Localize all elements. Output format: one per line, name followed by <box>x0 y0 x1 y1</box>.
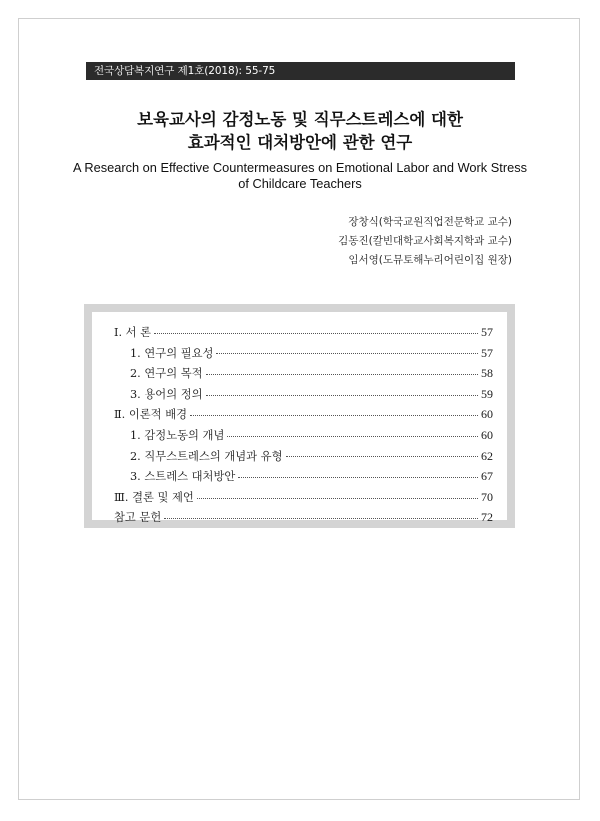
toc-entry-label: 2. 직무스트레스의 개념과 유형 <box>130 449 283 463</box>
toc-entry-page: 60 <box>481 427 493 442</box>
toc-dot-leader <box>164 509 478 519</box>
toc-entry-label: Ⅲ. 결론 및 제언 <box>114 490 194 504</box>
toc-dot-leader <box>197 489 478 499</box>
toc-entry-label: 3. 스트레스 대처방안 <box>130 470 236 484</box>
toc-entry-page: 59 <box>481 386 493 401</box>
journal-header <box>86 62 515 80</box>
toc-entry-page: 67 <box>481 469 493 484</box>
toc-entry[interactable] <box>92 489 493 510</box>
toc-entry-page: 72 <box>481 510 493 525</box>
korean-title-line-2: 효과적인 대처방안에 관한 연구 <box>187 133 413 152</box>
english-title-line-1: A Research on Effective Countermeasures on Emotional Labor and Work Stress <box>72 160 528 175</box>
toc-dot-leader <box>216 345 478 355</box>
korean-title-line-1: 보육교사의 감정노동 및 직무스트레스에 대한 <box>137 110 463 129</box>
toc-dot-leader <box>286 448 478 458</box>
toc-dot-leader <box>206 365 478 375</box>
toc-dot-leader <box>206 386 478 396</box>
toc-dot-leader <box>154 324 478 334</box>
toc-entry-page: 57 <box>481 345 493 360</box>
toc-entry[interactable] <box>92 386 493 407</box>
toc-entry[interactable] <box>92 509 493 530</box>
journal-citation: 전국상담복지연구 제1호(2018): 55-75 <box>94 65 276 77</box>
toc-entry[interactable] <box>92 468 493 489</box>
toc-entry-page: 62 <box>481 448 493 463</box>
author-2: 김동진(칼빈대학교사회복지학과 교수) <box>338 235 512 247</box>
korean-title <box>0 108 600 154</box>
table-of-contents <box>84 304 515 528</box>
toc-entry-page: 60 <box>481 407 493 422</box>
toc-entry-label: 2. 연구의 목적 <box>130 367 203 381</box>
toc-entry-label: 1. 감정노동의 개념 <box>130 428 225 442</box>
toc-entry[interactable] <box>92 365 493 386</box>
english-title-line-2: of Childcare Teachers <box>238 176 362 191</box>
toc-entry[interactable] <box>92 406 493 427</box>
author-list <box>300 213 512 270</box>
english-title <box>60 160 540 192</box>
toc-entry-page: 58 <box>481 366 493 381</box>
author-3: 임서영(도뮤토해누리어린이집 원장) <box>348 254 512 266</box>
toc-entry-page: 57 <box>481 325 493 339</box>
toc-entry-label: Ⅰ. 서 론 <box>114 326 152 339</box>
toc-entry[interactable] <box>92 324 493 345</box>
toc-entry[interactable] <box>92 427 493 448</box>
toc-entry-label: 참고 문헌 <box>114 511 162 525</box>
toc-entry-page: 70 <box>481 489 493 504</box>
toc-entry-label: 3. 용어의 정의 <box>130 387 203 401</box>
toc-entry[interactable] <box>92 448 493 469</box>
toc-panel <box>92 312 507 525</box>
toc-dot-leader <box>190 406 478 416</box>
toc-entry-label: 1. 연구의 필요성 <box>130 346 214 360</box>
toc-entry-label: Ⅱ. 이론적 배경 <box>114 408 188 422</box>
author-1: 장창식(학국교원직업전문학교 교수) <box>348 216 512 228</box>
toc-dot-leader <box>238 468 478 478</box>
toc-entry[interactable] <box>92 345 493 366</box>
toc-dot-leader <box>227 427 478 437</box>
